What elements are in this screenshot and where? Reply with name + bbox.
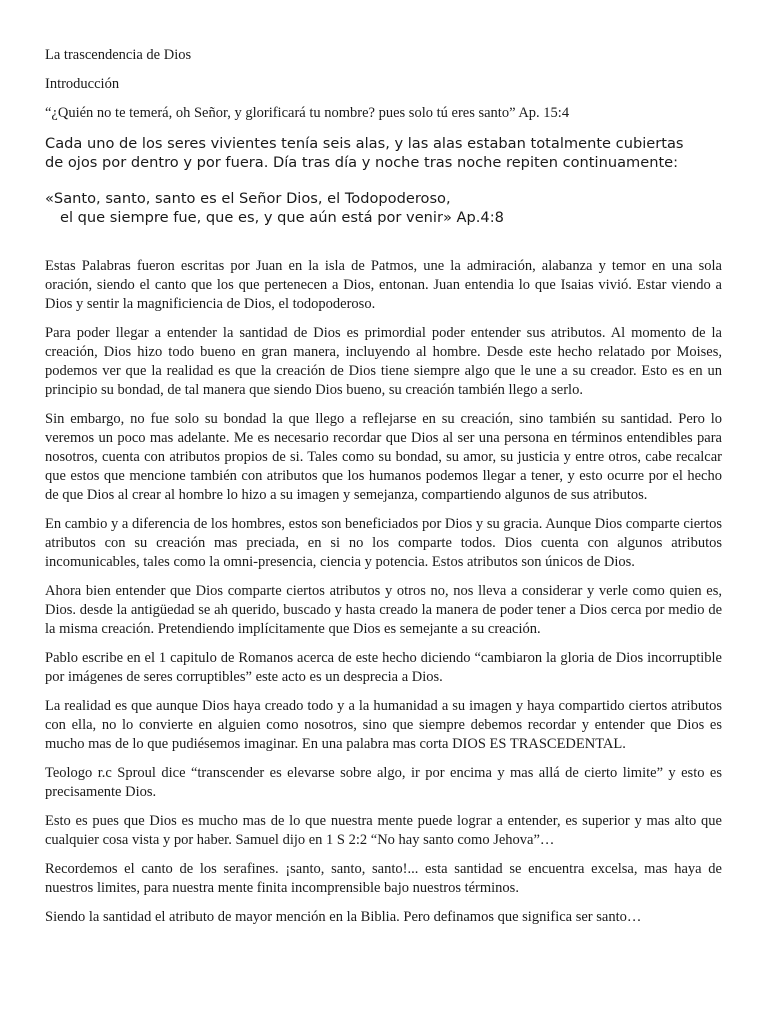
- epigraph-quote: “¿Quién no te temerá, oh Señor, y glorificará tu nombre? pues solo tú eres santo” Ap. 15:4: [45, 105, 570, 121]
- body-paragraph: Estas Palabras fueron escritas por Juan en la isla de Patmos, une la admiración, alabanza y temor en una sola oración, siendo el canto que los que pertenecen a Dios, entonan. Juan entendia lo que Isaias vivió. Estar viendo a Dios y sentir la magnificiencia de Dios, el todopoderoso.: [45, 258, 722, 312]
- verse-block: [45, 135, 722, 227]
- body-paragraph: En cambio y a diferencia de los hombres, estos son beneficiados por Dios y su gracia. Aunque Dios comparte ciertos atributos con su creación mas preciada, en si no los comparte todos. Dios cuenta con algunos atributos incomunicables, tales como la omni-presencia, ciencia y potencia. Estos atributos son únicos de Dios.: [45, 516, 722, 570]
- verse-quote-line: «Santo, santo, santo es el Señor Dios, el Todopoderoso,: [45, 190, 451, 207]
- verse-quote: [45, 190, 722, 227]
- body-paragraph: Para poder llegar a entender la santidad de Dios es primordial poder entender sus atributos. Al momento de la creación, Dios hizo todo bueno en gran manera, incluyendo al hombre. Desde este hecho relatado por Moises, podemos ver que la realidad es que la creación de Dios tiene siempre algo que le une a su creador. Esto es en un principio su bondad, de tal manera que siendo Dios bueno, su creación también llego a serlo.: [45, 325, 722, 398]
- body-text: [45, 257, 722, 927]
- verse-quote-line: el que siempre fue, que es, y que aún está por venir» Ap.4:8: [60, 208, 504, 226]
- body-paragraph: Esto es pues que Dios es mucho mas de lo que nuestra mente puede lograr a entender, es superior y mas alto que cualquier cosa vista y por haber. Samuel dijo en 1 S 2:2 “No hay santo como Jehova”…: [45, 813, 722, 848]
- body-paragraph: Teologo r.c Sproul dice “transcender es elevarse sobre algo, ir por encima y mas allá de cierto limite” y esto es precisamente Dios.: [45, 765, 722, 800]
- body-paragraph: Recordemos el canto de los serafines. ¡santo, santo, santo!... esta santidad se encuentra excelsa, mas haya de nuestros limites, para nuestra mente finita incomprensible bajo nuestros términos.: [45, 861, 722, 896]
- document-page: [45, 46, 722, 937]
- body-paragraph: Ahora bien entender que Dios comparte ciertos atributos y otros no, nos lleva a considerar y verle como quien es, Dios. desde la antigüedad se ah querido, buscado y hasta creado la manera de poder tener a Dios cerca por medio de la misma creación. Pretendiendo implícitamente que Dios es semejante a su creación.: [45, 583, 722, 637]
- verse-line: Cada uno de los seres vivientes tenía seis alas, y las alas estaban totalmente cubiertas: [45, 135, 684, 152]
- body-paragraph: Siendo la santidad el atributo de mayor mención en la Biblia. Pero definamos que significa ser santo…: [45, 909, 642, 925]
- verse-line: de ojos por dentro y por fuera. Día tras día y noche tras noche repiten continuamente:: [45, 153, 679, 171]
- document-title: La trascendencia de Dios: [45, 47, 192, 63]
- body-paragraph: Pablo escribe en el 1 capitulo de Romanos acerca de este hecho diciendo “cambiaron la gloria de Dios incorruptible por imágenes de seres corruptibles” este acto es un desprecia a Dios.: [45, 650, 722, 685]
- body-paragraph: La realidad es que aunque Dios haya creado todo y a la humanidad a su imagen y haya compartido ciertos atributos con ella, no lo convierte en alguien como nosotros, sino que siempre debemos recordar y entender que Dios es mucho mas de lo que pudiésemos imaginar. En una palabra mas corta DIOS ES TRASCEDENTAL.: [45, 698, 722, 752]
- body-paragraph: Sin embargo, no fue solo su bondad la que llego a reflejarse en su creación, sino también su santidad. Pero lo veremos un poco mas adelante. Me es necesario recordar que Dios al ser una persona en términos entendibles para nosotros, cuenta con atributos propios de si. Tales como su bondad, su amor, su justicia y entre otros, cabe recalcar que estos que mencione también con atributos que los humanos podemos llegar a tener, y esto ocurre por el hecho de que Dios al crear al hombre lo hizo a su imagen y semejanza, compartiendo algunos de sus atributos.: [45, 411, 722, 503]
- document-subtitle: Introducción: [45, 76, 120, 92]
